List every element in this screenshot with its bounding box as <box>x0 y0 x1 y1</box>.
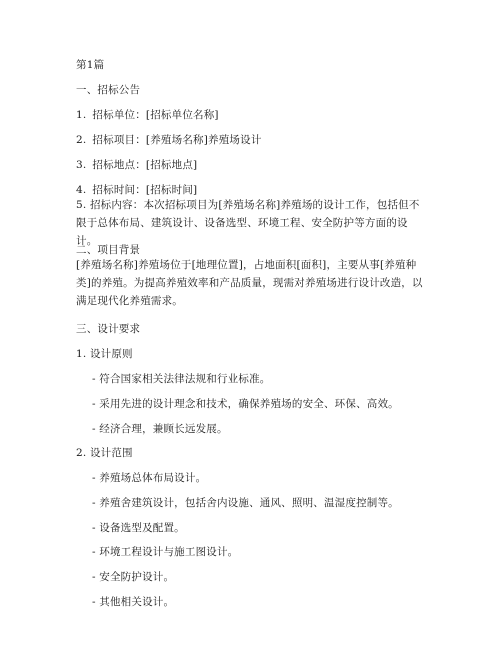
scope-bullet: - 养殖场总体布局设计。 <box>92 472 207 484</box>
announcement-item <box>76 156 197 174</box>
page-label: 第1篇 <box>76 59 105 71</box>
item-number: 3. <box>76 159 87 171</box>
announcement-item-content: 5. 招标内容：本次招标项目为[养殖场名称]养殖场的设计工作，包括但不限于总体布局、建筑设计、设备选型、环境工程、安全防护等方面的设计。 <box>76 199 420 247</box>
scope-bullet: - 设备选型及配置。 <box>92 522 185 534</box>
section-heading-requirements: 三、设计要求 <box>76 323 141 335</box>
background-paragraph: [养殖场名称]养殖场位于[地理位置]，占地面积[面积]，主要从事[养殖种类]的养殖。为提高养殖效率和产品质量，现需对养殖场进行设计改造，以满足现代化养殖需求。 <box>76 259 423 307</box>
principle-bullet: - 经济合理，兼顾长远发展。 <box>92 423 228 435</box>
scope-bullet: - 养殖舍建筑设计，包括舍内设施、通风、照明、温湿度控制等。 <box>92 497 399 509</box>
item-text: 招标项目：[养殖场名称]养殖场设计 <box>92 134 262 146</box>
item-number: 2. <box>76 134 87 146</box>
subsection-title-scope: 2. 设计范围 <box>76 447 133 459</box>
announcement-item <box>76 131 262 149</box>
scope-bullet: - 其他相关设计。 <box>92 596 175 608</box>
announcement-item <box>76 106 219 124</box>
principle-bullet: - 符合国家相关法律法规和行业标准。 <box>92 373 271 385</box>
principle-bullet: - 采用先进的设计理念和技术，确保养殖场的安全、环保、高效。 <box>92 398 399 410</box>
item-number: 1. <box>76 109 87 121</box>
subsection-title-principles: 1. 设计原则 <box>76 348 133 360</box>
item-number: 4. <box>76 184 87 196</box>
item-text: 招标时间：[招标时间] <box>92 184 198 196</box>
section-heading-background: 二、项目背景 <box>76 244 141 256</box>
scope-bullet: - 安全防护设计。 <box>92 571 175 583</box>
item-text: 招标单位：[招标单位名称] <box>92 109 219 121</box>
section-heading-announcement: 一、招标公告 <box>76 84 141 96</box>
scope-bullet: - 环境工程设计与施工图设计。 <box>92 546 239 558</box>
item-text: 招标地点：[招标地点] <box>92 159 198 171</box>
